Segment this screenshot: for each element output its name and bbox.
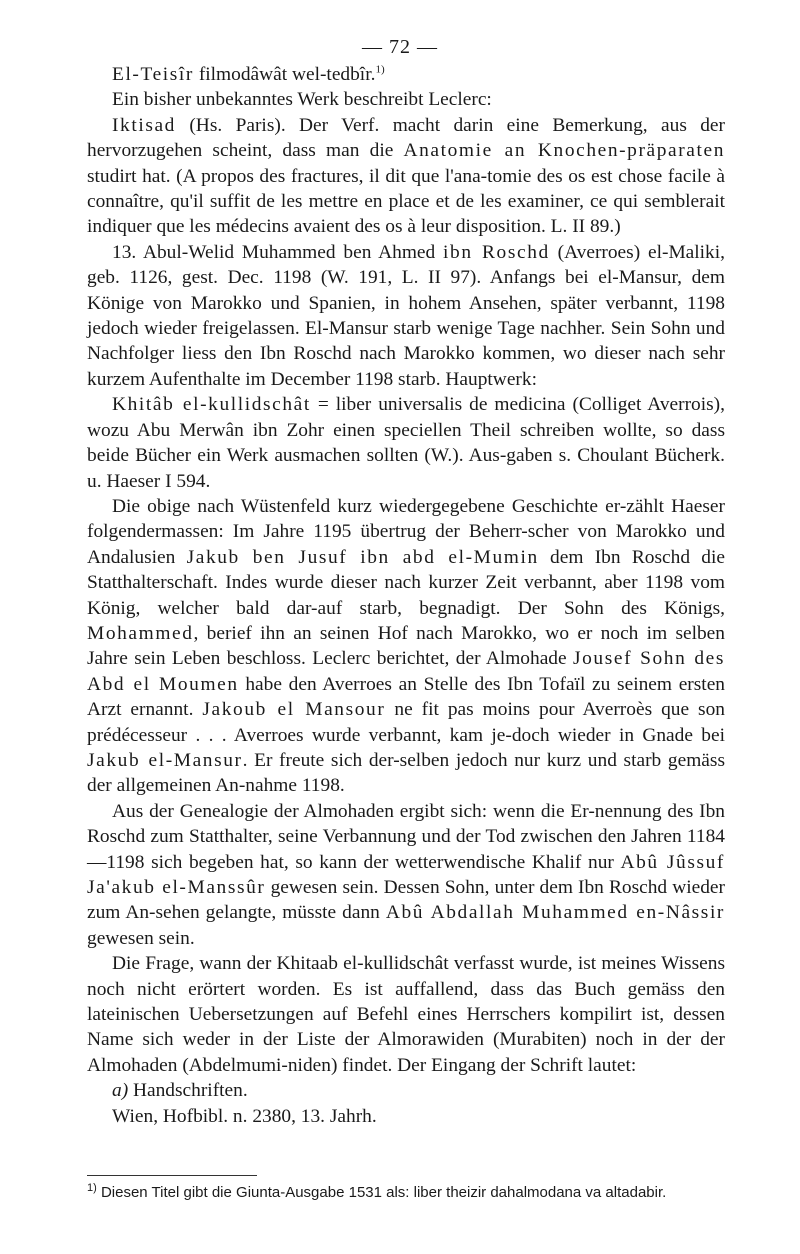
emphasis-spaced: Anatomie an Knochen-präparaten	[403, 140, 725, 162]
text-run: (Averroes) el-Maliki, geb. 1126, gest. Dec. 1198 (W. 191, L. II 97). Anfangs bei el-Mansur, dem Könige von Marokko und Spanien, in hohem Ansehen, später verbannt, 1198 jedoch wieder freigelassen. El-Mansur starb wenige Tage nachher. Sein Sohn und Nachfolger liess den Ibn Roschd nach Marokko kommen, wo dieser nach sehr kurzem Aufenthalte im December 1198 starb. Hauptwerk:	[87, 241, 725, 390]
name-spaced: Jakoub el Mansour	[202, 699, 386, 721]
name-spaced: Abû Jûssuf Ja'akub el-Manssûr	[87, 851, 725, 898]
text-run: Handschriften.	[128, 1080, 248, 1102]
text-run: , berief ihn an seinen Hof nach Marokko, wo er noch im selben Jahre sein Leben beschloss. Leclerc berichtet, der Almohade	[87, 622, 725, 670]
paragraph-4	[87, 240, 725, 392]
footnote-text: Diesen Titel gibt die Giunta-Ausgabe 1531 als: liber theizir dahalmodana va altadabir.	[96, 1184, 667, 1201]
name-spaced: Jakub ben Jusuf ibn abd el-Mumin	[186, 546, 539, 568]
title-spaced: Khitâb el-kullidschât	[112, 394, 311, 416]
paragraph-8: Die Frage, wann der Khitaab el-kullidschât verfasst wurde, ist meines Wissens noch nicht erörtert worden. Es ist auffallend, dass das Buch gemäss den lateinischen Uebersetzungen auf Befehl eines Herrschers kompilirt ist, dessen Name sich weder in der Liste der Almorawiden (Murabiten) noch in der der Almohaden (Abdelmumi-niden) findet. Der Eingang der Schrift lautet:	[87, 953, 725, 1076]
list-marker: a)	[112, 1080, 129, 1102]
body-text	[87, 62, 725, 1129]
text-run: . Er freute sich der-selben jedoch nur kurz und starb gemäss der allgemeinen An-nahme 1198.	[87, 749, 725, 797]
paragraph-6	[87, 494, 725, 799]
text-run: studirt hat. (A propos des fractures, il dit que l'ana-tomie des os est chose facile à connaître, qu'il suffit de les mettre en place et de les examiner, ce qui semblerait indiquer que les médecins avaient des os à leur disposition. L. II 89.)	[87, 165, 725, 238]
text-run: (Hs. Paris). Der Verf. macht darin eine Bemerkung, aus der hervorzugehen scheint, dass man die	[87, 114, 725, 162]
text-run: Die obige nach Wüstenfeld kurz wiedergegebene Geschichte er-zählt Haeser folgendermassen: Im Jahre 1195 übertrug der Beherr-scher von Marokko und Andalusien	[87, 495, 725, 568]
paragraph-2: Ein bisher unbekanntes Werk beschreibt Leclerc:	[112, 89, 492, 111]
footnote-ref: 1)	[375, 63, 385, 76]
paragraph-1	[87, 62, 725, 87]
paragraph-7	[87, 799, 725, 951]
title-spaced: El-Teisîr	[112, 64, 194, 85]
text-run: 13. Abul-Welid Muhammed ben Ahmed	[112, 241, 444, 263]
text-run: dem Ibn Roschd die Statthalterschaft. Indes wurde dieser nach kurzer Zeit verbannt, aber 1198 vom König, welcher bald dar-auf starb, begnadigt. Der Sohn des Königs,	[87, 546, 725, 619]
page-number: — 72 —	[362, 36, 438, 58]
text-run: ne fit pas moins pour Averroès que son prédécesseur . . . Averroes wurde verbannt, kam je-doch wieder in Gnade bei	[87, 699, 725, 746]
text-run: gewesen sein. Dessen Sohn, unter dem Ibn Roschd wieder zum An-sehen gelangte, müsste dann	[87, 877, 725, 924]
paragraph-5	[87, 392, 725, 494]
name-spaced: Mohammed	[87, 622, 194, 644]
text-run: filmodâwât wel-tedbîr.	[193, 64, 376, 85]
paragraph-10: Wien, Hofbibl. n. 2380, 13. Jahrh.	[112, 1105, 377, 1127]
name-spaced: Abû Abdallah Muhammed en-Nâssir	[385, 902, 725, 924]
text-run: = liber universalis de medicina (Colliget Averrois), wozu Abu Merwân ibn Zohr einen speciellen Theil schreiben wollte, so dass beide Bücher ein Werk ausmachen sollten (W.). Aus-gaben s. Choulant Bücherk. u. Haeser I 594.	[87, 394, 725, 492]
footnote	[87, 1183, 725, 1203]
name-spaced: Jousef Sohn des Abd el Moumen	[87, 648, 725, 695]
name-spaced: Jakub el-Mansur	[87, 749, 243, 771]
text-run: Aus der Genealogie der Almohaden ergibt sich: wenn die Er-nennung des Ibn Roschd zum Statthalter, seine Verbannung und der Tod zwischen den Jahren 1184—1198 sich begeben hat, so kann der wetterwendische Khalif nur	[87, 800, 725, 873]
text-run: habe den Averroes an Stelle des Ibn Tofaïl zu seinem ersten Arzt ernannt.	[87, 673, 725, 721]
title-spaced: Iktisad	[112, 114, 176, 136]
footnote-marker: 1)	[87, 1182, 97, 1194]
name-spaced: ibn Roschd	[443, 241, 550, 263]
paragraph-9	[87, 1078, 725, 1103]
paragraph-3	[87, 113, 725, 240]
text-run: gewesen sein.	[87, 927, 195, 949]
footnote-divider	[87, 1175, 257, 1176]
